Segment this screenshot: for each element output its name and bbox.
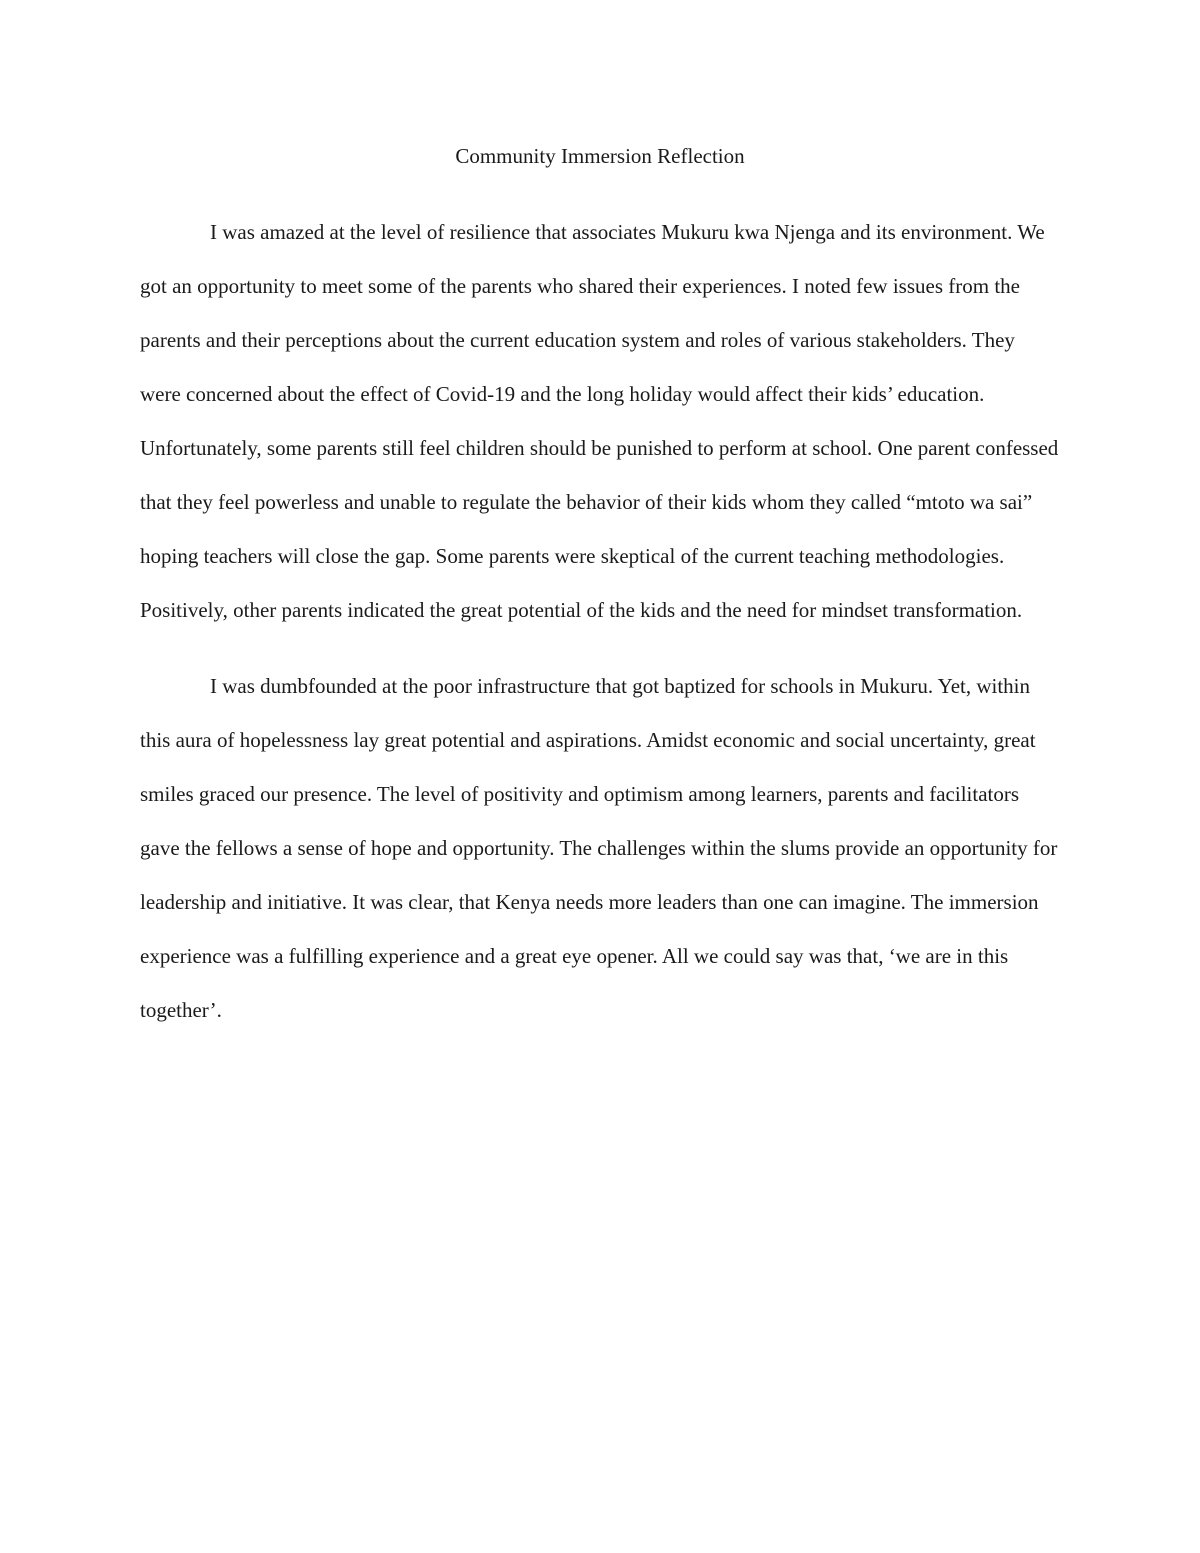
document-body [140, 205, 1060, 1059]
paragraph-1: I was amazed at the level of resilience that associates Mukuru kwa Njenga and its environment. We got an opportunity to meet some of the parents who shared their experiences. I noted few issues from the parents and their perceptions about the current education system and roles of various stakeholders. They were concerned about the effect of Covid-19 and the long holiday would affect their kids’ education. Unfortunately, some parents still feel children should be punished to perform at school. One parent confessed that they feel powerless and unable to regulate the behavior of their kids whom they called “mtoto wa sai” hoping teachers will close the gap. Some parents were skeptical of the current teaching methodologies. Positively, other parents indicated the great potential of the kids and the need for mindset transformation. [140, 220, 1059, 622]
paragraph-2: I was dumbfounded at the poor infrastructure that got baptized for schools in Mukuru. Yet, within this aura of hopelessness lay great potential and aspirations. Amidst economic and social uncertainty, great smiles graced our presence. The level of positivity and optimism among learners, parents and facilitators gave the fellows a sense of hope and opportunity. The challenges within the slums provide an opportunity for leadership and initiative. It was clear, that Kenya needs more leaders than one can imagine. The immersion experience was a fulfilling experience and a great eye opener. All we could say was that, ‘we are in this together’. [140, 674, 1058, 1022]
document-title: Community Immersion Reflection [455, 144, 745, 168]
